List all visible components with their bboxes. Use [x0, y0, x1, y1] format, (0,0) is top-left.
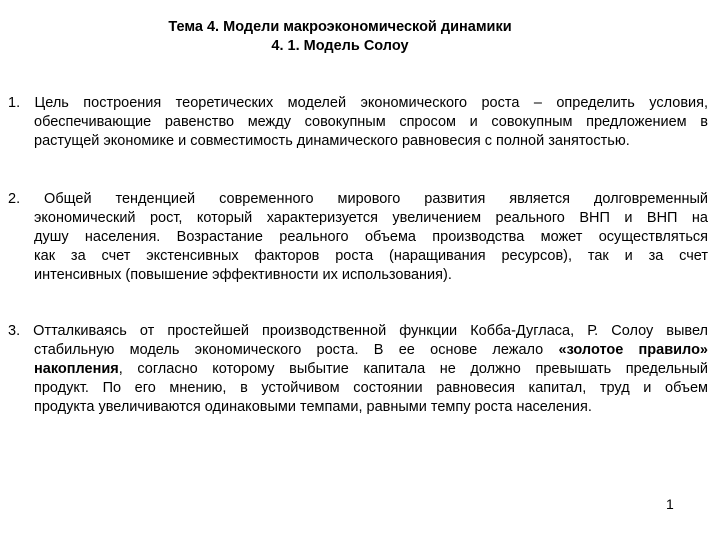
paragraph-2-line-3: душу населения. Возрастание реального объема производства может осуществляться — [34, 229, 708, 245]
title-line-1: Тема 4. Модели макроэкономической динамики — [168, 19, 512, 35]
paragraph-2-line-2: экономический рост, который характеризуется увеличением реального ВНП и ВНП на — [34, 210, 708, 226]
paragraph-3-line-2-text: стабильную модель экономического роста. В ее основе лежало — [34, 342, 559, 358]
paragraph-3-line-3 — [8, 360, 708, 379]
page-number: 1 — [666, 496, 674, 512]
slide-title — [90, 18, 590, 56]
paragraph-3 — [8, 322, 708, 417]
paragraph-2-line-5: интенсивных (повышение эффективности их использования). — [34, 267, 452, 283]
paragraph-3-line-2 — [8, 341, 708, 360]
paragraph-2 — [8, 190, 708, 285]
paragraph-3-line-4: продукт. По его мнению, в устойчивом состоянии равновесия капитал, труд и объем — [34, 380, 708, 396]
paragraph-3-line-1: 3. Отталкиваясь от простейшей производственной функции Кобба-Дугласа, Р. Солоу вывел — [8, 323, 708, 339]
paragraph-1-line-3: растущей экономике и совместимость динамического равновесия с полной занятостью. — [34, 133, 630, 149]
paragraph-2-line-4: как за счет экстенсивных факторов роста (наращивания ресурсов), так и за счет — [34, 248, 708, 264]
paragraph-3-line-5: продукта увеличиваются одинаковыми темпами, равными темпу роста населения. — [34, 399, 592, 415]
paragraph-1-line-2: обеспечивающие равенство между совокупным спросом и совокупным предложением в — [34, 114, 708, 130]
paragraph-1 — [8, 94, 708, 151]
paragraph-2-line-1: 2. Общей тенденцией современного мирового развития является долговременный — [8, 191, 708, 207]
title-line-2: 4. 1. Модель Солоу — [271, 38, 409, 54]
paragraph-3-line-3-text: , согласно которому выбытие капитала не должно превышать предельный — [118, 361, 708, 377]
accumulation-term: накопления — [34, 361, 119, 377]
paragraph-1-line-1: 1. Цель построения теоретических моделей экономического роста – определить условия, — [8, 95, 708, 111]
golden-rule-term: «золотое правило» — [558, 342, 709, 358]
